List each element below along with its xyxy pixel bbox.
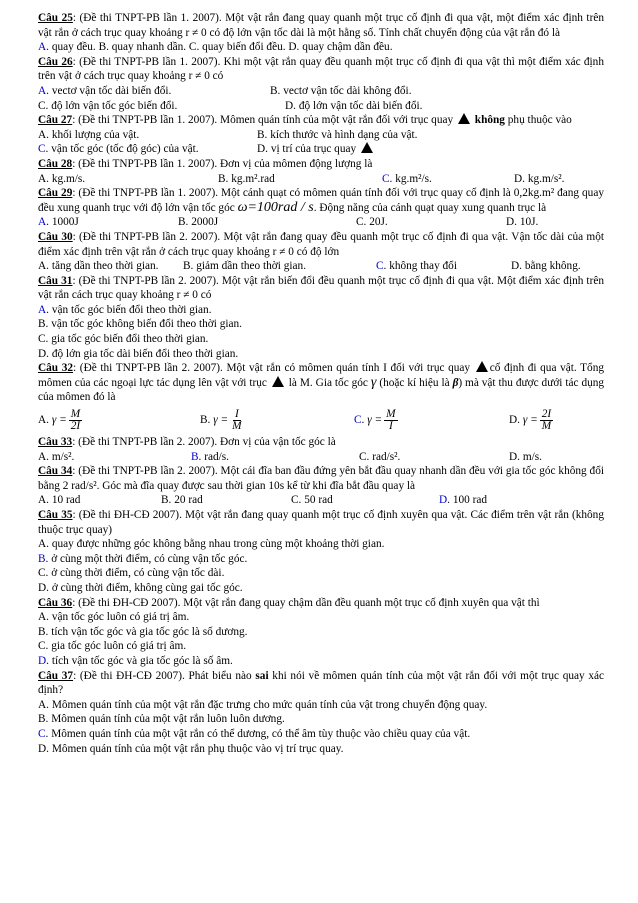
- option-d: D. m/s.: [509, 450, 542, 463]
- triangle-axis-icon: [458, 113, 470, 124]
- option-a: A. vectơ vận tốc dài biến đổi.: [38, 84, 172, 97]
- question-35: Câu 35: (Đề thi ĐH-CĐ 2007). Một vật rắn đang quay quanh một trục cố định xuyên qua vật. Các điểm trên vật rắn (không thuộc trục quay): [38, 509, 604, 536]
- option-a: A. 1000J: [38, 216, 79, 229]
- question-label: Câu 36: [38, 596, 73, 609]
- option-b: B. 20 rad: [161, 494, 203, 507]
- option-d: D. độ lớn vận tốc dài biến đổi.: [285, 99, 423, 112]
- option-a: A. vận tốc góc luôn có giá trị âm.: [38, 611, 190, 624]
- options-row: [38, 172, 604, 187]
- option-b: B. rad/s.: [191, 450, 229, 463]
- option-b: B. γ = $\frac{I}{M}$: [200, 407, 242, 432]
- option-c: C. gia tốc góc luôn có giá trị âm.: [38, 640, 187, 653]
- options-row: [38, 84, 604, 99]
- option-c: C. γ = $\frac{M}{I}$: [354, 407, 396, 432]
- question-label: Câu 26: [38, 55, 73, 68]
- option-b: B. ở cùng một thời điểm, có cùng vận tốc góc.: [38, 552, 248, 565]
- option-b: B. 2000J: [178, 216, 219, 229]
- option-c: C. rad/s².: [359, 450, 401, 463]
- options-row: [38, 493, 604, 508]
- question-label: Câu 27: [38, 114, 73, 127]
- option-c: C. 50 rad: [291, 494, 333, 507]
- question-30: Câu 30: (Đề thi TNPT-PB lần 2. 2007). Một vật rắn đang quay đều quanh một trục cố định đi qua vật. Vận tốc dài của một điểm xác định trên vật rắn ở cách trục quay khoảng r ≠ 0 có độ lớn: [38, 230, 604, 258]
- option-a: A. quay được những góc không bằng nhau trong cùng một khoảng thời gian.: [38, 538, 385, 551]
- question-34: Câu 34: (Đề thi TNPT-PB lần 2. 2007). Một cái đĩa ban đầu đứng yên bắt đầu quay nhanh dần đều với gia tốc góc không đổi bằng 2 rad/s². Góc mà đĩa quay được sau thời gian 10s kể từ khi đĩa bắt đầu quay là: [38, 465, 604, 492]
- question-37: Câu 37: (Đề thi ĐH-CĐ 2007). Phát biểu nào sai khi nói về mômen quán tính của một vật rắn đối với một trục quay xác định?: [38, 669, 605, 697]
- option-a: A. Mômen quán tính của một vật rắn đặc trưng cho mức quán tính của vật trong chuyển động quay.: [38, 698, 488, 711]
- question-32: Câu 32: (Đề thi TNPT-PB lần 2. 2007). Một vật rắn có mômen quán tính I đối với trục quay cố định đi qua vật. Tổng mômen của các ngoại lực tác dụng lên vật với trục là M. Gia tốc góc γ (hoặc kí hiệu là β) mà vật thu được dưới tác dụng của mômen đó là: [38, 362, 605, 404]
- option-a: A. γ = $\frac{M}{2I}$: [38, 407, 81, 432]
- option-d: D. Mômen quán tính của một vật rắn phụ thuộc vào vị trí trục quay.: [38, 742, 344, 755]
- question-text: : (Đề thi TNPT-PB lần 1. 2007). Một vật rắn đang quay quanh một trục cố định đi qua vật, một điểm xác định trên vật rắn ở cách trục quay khoảng r ≠ 0 có độ lớn vận tốc dài là một hằng số. Tính chất chuyển động của vật rắn đó là: [38, 12, 604, 39]
- triangle-axis-icon: [361, 142, 373, 153]
- document-body: [38, 11, 604, 756]
- question-label: Câu 30: [38, 230, 73, 243]
- option-d: D. tích vận tốc góc và gia tốc góc là số âm.: [38, 654, 233, 667]
- option-a: A. 10 rad: [38, 494, 81, 507]
- option-c: C. gia tốc góc biến đổi theo thời gian.: [38, 333, 209, 346]
- option-a: A. kg.m/s.: [38, 172, 86, 185]
- option-c: C. độ lớn vận tốc góc biến đổi.: [38, 99, 178, 112]
- option-a: A. vận tốc góc biến đổi theo thời gian.: [38, 303, 212, 316]
- option-c: C. 20J.: [356, 216, 388, 229]
- option-d: D. kg.m/s².: [514, 172, 565, 185]
- question-33: Câu 33: (Đề thi TNPT-PB lần 2. 2007). Đơn vị của vận tốc góc là: [38, 436, 336, 449]
- option-d: D. 100 rad: [439, 494, 488, 507]
- question-label: Câu 37: [38, 669, 74, 682]
- options-row: [38, 259, 604, 274]
- question-label: Câu 28: [38, 157, 73, 170]
- option-b: B. kg.m².rad: [218, 172, 275, 185]
- option-b: B. tích vận tốc góc và gia tốc góc là số dương.: [38, 625, 248, 638]
- question-25: [38, 11, 604, 40]
- options-row: [38, 450, 604, 465]
- options-row: [38, 128, 604, 143]
- option-a: A. tăng dần theo thời gian.: [38, 260, 159, 273]
- triangle-axis-icon: [272, 376, 284, 387]
- question-26: [38, 55, 604, 84]
- options-row: [38, 142, 604, 157]
- option-a: A. m/s².: [38, 450, 75, 463]
- option-c: C. kg.m²/s.: [382, 172, 432, 185]
- option-b: B. vận tốc góc không biến đổi theo thời gian.: [38, 318, 242, 331]
- option-d: D. độ lớn gia tốc dài biến đổi theo thời gian.: [38, 347, 239, 360]
- question-label: Câu 33: [38, 436, 73, 449]
- option-c: C. Mômen quán tính của một vật rắn có thể dương, có thể âm tùy thuộc vào chiều quay của vật.: [38, 727, 471, 740]
- option-d: D. vị trí của trục quay: [257, 142, 375, 157]
- option-c: C. vận tốc góc (tốc độ góc) của vật.: [38, 143, 199, 156]
- options-row: [38, 99, 604, 114]
- question-27: Câu 27: (Đề thi TNPT-PB lần 1. 2007). Mômen quán tính của một vật rắn đối với trục quay không phụ thuộc vào: [38, 114, 572, 127]
- options-text: . quay đều. B. quay nhanh dần. C. quay biến đổi đều. D. quay chậm dần đều.: [46, 41, 393, 54]
- option-b: B. Mômen quán tính của một vật rắn luôn luôn dương.: [38, 713, 285, 726]
- question-label: Câu 34: [38, 465, 73, 478]
- options-row: [38, 405, 604, 435]
- option-d: D. ở cùng thời điểm, không cùng gai tốc góc.: [38, 581, 243, 594]
- triangle-axis-icon: [476, 361, 488, 372]
- option-b: B. kích thước và hình dạng của vật.: [257, 128, 418, 141]
- question-29: Câu 29: (Đề thi TNPT-PB lần 1. 2007). Một cánh quạt có mômen quán tính đối với trục quay cố định là 0,2kg.m² đang quay đều xung quanh trục với độ lớn vận tốc góc ω=100rad / s. Động năng của cánh quạt quay xung quanh trục là: [38, 187, 604, 215]
- options-row: [38, 215, 604, 230]
- answer-letter: A: [38, 41, 47, 54]
- option-d: D. bằng không.: [511, 260, 581, 273]
- question-label: Câu 25: [38, 12, 73, 24]
- option-b: B. vectơ vận tốc dài không đổi.: [270, 84, 412, 97]
- angular-velocity-formula: ω=100rad / s: [237, 199, 314, 215]
- option-b: B. giảm dần theo thời gian.: [183, 260, 307, 273]
- question-label: Câu 35: [38, 509, 73, 521]
- question-label: Câu 31: [38, 274, 73, 287]
- option-c: C. không thay đổi: [376, 260, 457, 273]
- option-d: D. γ = $\frac{2I}{M}$: [509, 407, 552, 432]
- question-label: Câu 32: [38, 362, 74, 375]
- option-c: C. ở cùng thời điểm, có cùng vận tốc dài.: [38, 567, 225, 580]
- question-label: Câu 29: [38, 187, 73, 200]
- question-31: Câu 31: (Đề thi TNPT-PB lần 2. 2007). Một vật rắn biến đổi đều quanh một trục cố định đi qua vật. Một điểm xác định trên vật rắn cách trục quay khoảng r ≠ 0 có: [38, 274, 604, 302]
- question-28: Câu 28: (Đề thi TNPT-PB lần 1. 2007). Đơn vị của mômen động lượng là: [38, 157, 373, 170]
- option-a: A. khối lượng của vật.: [38, 128, 140, 141]
- options-25: [38, 40, 604, 55]
- question-text: : (Đề thi TNPT-PB lần 1. 2007). Khi một vật rắn quay đều quanh một trục cố định đi qua vật thì một điểm xác định trên vật ở cách trục quay khoảng r ≠ 0 có: [38, 55, 604, 83]
- option-d: D. 10J.: [506, 216, 539, 229]
- question-36: Câu 36: (Đề thi ĐH-CĐ 2007). Một vật rắn đang quay chậm dần đều quanh một trục cố định xuyên qua vật thì: [38, 596, 540, 609]
